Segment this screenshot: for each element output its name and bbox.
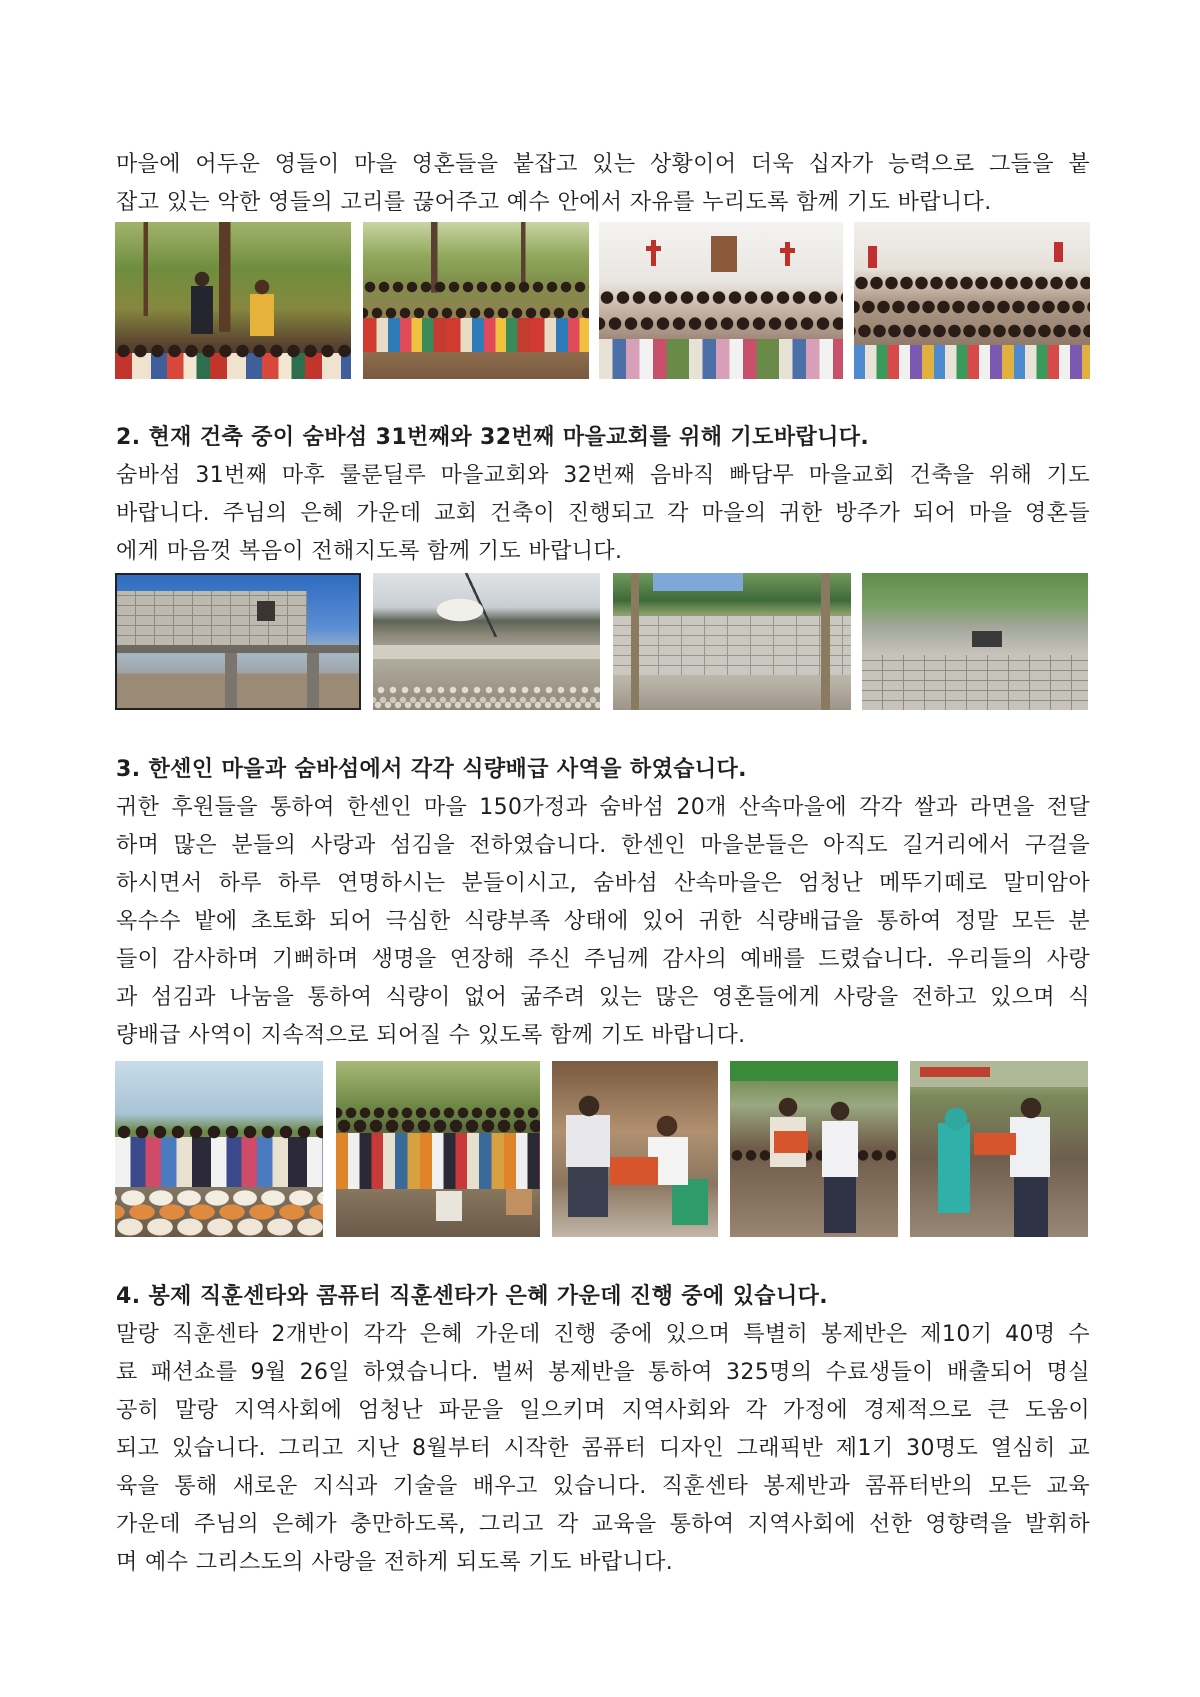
- photo-handing-food-box-tent: [730, 1061, 898, 1237]
- section-food-distribution: [116, 751, 1090, 1055]
- section-heading: 4. 봉제 직훈센타와 콤퓨터 직훈센타가 은혜 가운데 진행 중에 있습니다.: [116, 1284, 829, 1309]
- paragraph-line: 귀한 후원들을 통하여 한센인 마을 150가정과 숨바섬 20개 산속마을에 각각 쌀과 라면을 전달: [116, 795, 1090, 820]
- section-training-center: [116, 1278, 1090, 1582]
- paragraph-line: 과 섬김과 나눔을 통하여 식량이 없어 굶주려 있는 많은 영혼들에게 사랑을 전하고 있으며 식: [116, 985, 1090, 1010]
- intro-paragraph: [116, 146, 1090, 222]
- photo-church-children-gathering: [599, 222, 843, 379]
- paragraph-line: 하며 많은 분들의 사랑과 섬김을 전하였습니다. 한센인 마을분들은 아직도 길거리에서 구걸을: [116, 833, 1090, 858]
- paragraph-line: 잡고 있는 악한 영들의 고리를 끊어주고 예수 안에서 자유를 누리도록 함께 기도 바랍니다.: [116, 190, 992, 215]
- paragraph-line: 에게 마음껏 복음이 전해지도록 함께 기도 바랍니다.: [116, 539, 623, 564]
- photo-handing-food-box-banner: [910, 1061, 1088, 1237]
- photo-block-walls: [613, 573, 851, 710]
- photo-outdoor-village-crowd: [363, 222, 589, 379]
- paragraph-line: 들이 감사하며 기뻐하며 생명을 연장해 주신 주님께 감사의 예배를 드렸습니다. 우리들의 사랑: [116, 947, 1090, 972]
- photo-rice-sacks-group: [115, 1061, 323, 1237]
- photo-foundation-walls: [862, 573, 1088, 710]
- paragraph-line: 가운데 주님의 은혜가 충만하도록, 그리고 각 교육을 통하여 지역사회에 선한 영향력을 발휘하: [116, 1512, 1090, 1537]
- section-heading: 3. 한센인 마을과 숨바섬에서 각각 식량배급 사역을 하였습니다.: [116, 757, 747, 782]
- paragraph-line: 되고 있습니다. 그리고 지난 8월부터 시작한 콤퓨터 디자인 그래픽반 제1기 30명도 열심히 교: [116, 1436, 1090, 1461]
- photo-village-distribution-crowd: [336, 1061, 540, 1237]
- section-heading: 2. 현재 건축 중이 숨바섬 31번째와 32번째 마을교회를 위해 기도바랍니다.: [116, 425, 870, 450]
- section-church-construction: [116, 419, 1090, 571]
- photo-outdoor-worship-forest: [115, 222, 351, 379]
- photo-construction-site: [373, 573, 600, 710]
- paragraph-line: 육을 통해 새로운 지식과 기술을 배우고 있습니다. 직훈센타 봉제반과 콤퓨터반의 모든 교육: [116, 1474, 1090, 1499]
- photo-church-building-frame: [115, 573, 361, 710]
- paragraph-line: 숨바섬 31번째 마후 룰룬딜루 마을교회와 32번째 음바직 빠담무 마을교회 건축을 위해 기도: [116, 463, 1090, 488]
- photo-handing-food-box-indoor: [552, 1061, 718, 1237]
- paragraph-line: 료 패션쇼를 9월 26일 하였습니다. 벌써 봉제반을 통하여 325명의 수료생들이 배출되어 명실: [116, 1360, 1090, 1385]
- paragraph-line: 하시면서 하루 하루 연명하시는 분들이시고, 숨바섬 산속마을은 엄청난 메뚜기떼로 말미암아: [116, 871, 1090, 896]
- paragraph-line: 말랑 직훈센타 2개반이 각각 은혜 가운데 진행 중에 있으며 특별히 봉제반은 제10기 40명 수: [116, 1322, 1090, 1347]
- paragraph-line: 공히 말랑 지역사회에 엄청난 파문을 일으키며 지역사회와 각 가정에 경제적으로 큰 도움이: [116, 1398, 1090, 1423]
- paragraph-line: 옥수수 밭에 초토화 되어 극심한 식량부족 상태에 있어 귀한 식량배급을 통하여 정말 모든 분: [116, 909, 1090, 934]
- paragraph-line: 바랍니다. 주님의 은혜 가운데 교회 건축이 진행되고 각 마을의 귀한 방주가 되어 마을 영혼들: [116, 501, 1090, 526]
- paragraph-line: 마을에 어두운 영들이 마을 영혼들을 붙잡고 있는 상황이어 더욱 십자가 능력으로 그들을 붙: [116, 152, 1090, 177]
- paragraph-line: 량배급 사역이 지속적으로 되어질 수 있도록 함께 기도 바랍니다.: [116, 1023, 746, 1048]
- photo-church-children-worship: [854, 222, 1090, 379]
- paragraph-line: 며 예수 그리스도의 사랑을 전하게 되도록 기도 바랍니다.: [116, 1550, 674, 1575]
